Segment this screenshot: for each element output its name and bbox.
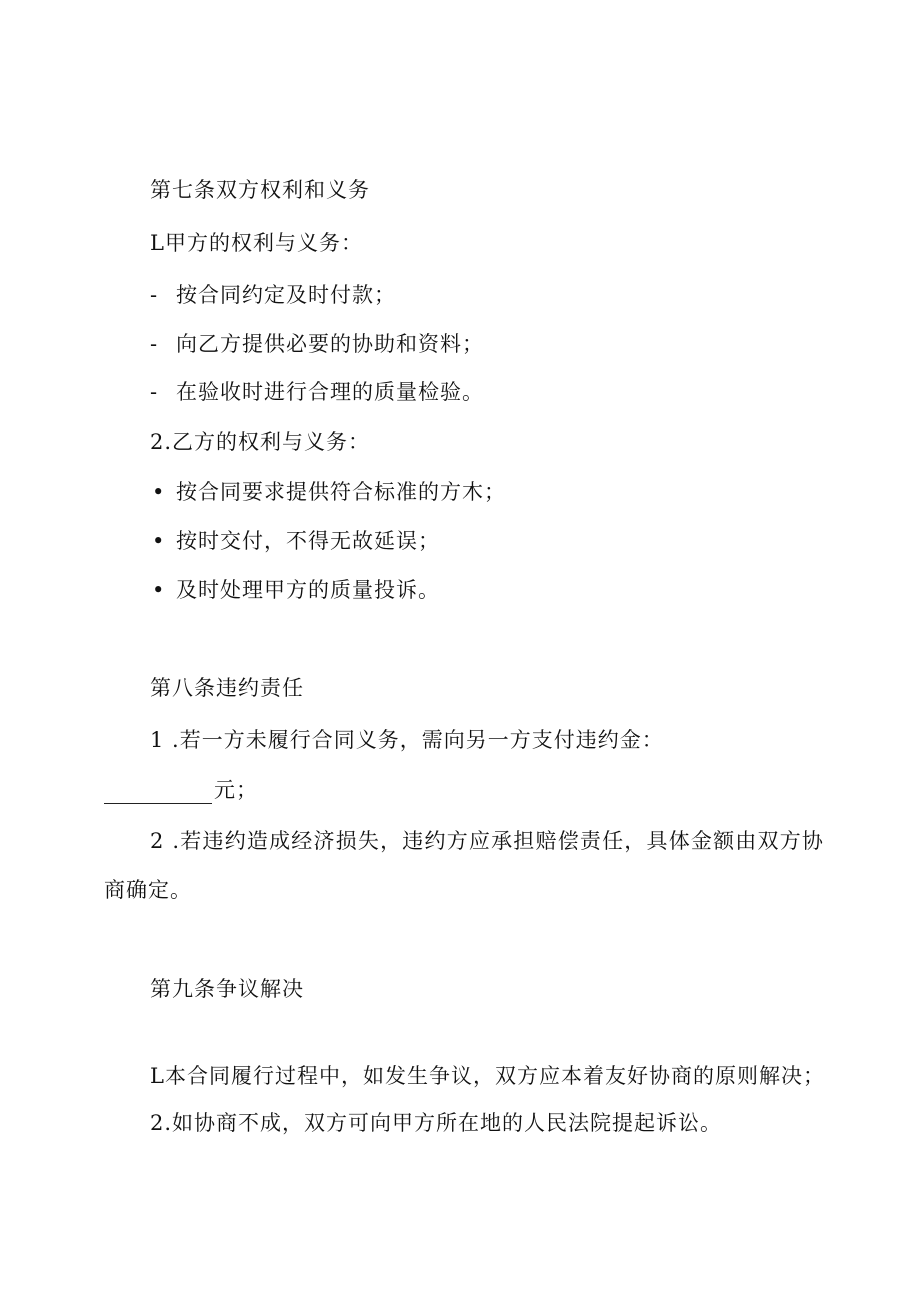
amount-blank: [104, 783, 212, 804]
partyA-item: [150, 378, 484, 406]
currency-unit: 元；: [214, 778, 258, 802]
dash-marker: -: [150, 380, 159, 404]
bullet-marker: •: [152, 529, 166, 553]
bullet-marker: •: [152, 480, 166, 504]
partyA-item: [150, 330, 484, 358]
partyA-item-text: 在验收时进行合理的质量检验。: [176, 380, 484, 404]
partyB-item: [150, 527, 440, 555]
article8-item1-cont: [104, 776, 258, 804]
article9-item1: L本合同履行过程中，如发生争议，双方应本着友好协商的原则解决；: [150, 1064, 825, 1088]
partyB-heading: 2.乙方的权利与义务：: [150, 430, 371, 454]
partyB-item-text: 按时交付，不得无故延误；: [176, 529, 440, 553]
dash-marker: -: [150, 283, 159, 307]
partyA-item-text: 向乙方提供必要的协助和资料；: [176, 332, 484, 356]
partyA-item: [150, 281, 396, 309]
partyB-item-text: 按合同要求提供符合标准的方木；: [176, 480, 506, 504]
partyB-item-text: 及时处理甲方的质量投诉。: [176, 578, 440, 602]
partyB-item: [150, 478, 506, 506]
article8-title: 第八条违约责任: [150, 676, 304, 700]
dash-marker: -: [150, 332, 159, 356]
article7-title: 第七条双方权利和义务: [150, 178, 370, 202]
article9-item2: 2.如协商不成，双方可向甲方所在地的人民法院提起诉讼。: [150, 1111, 723, 1135]
partyA-item-text: 按合同约定及时付款；: [176, 283, 396, 307]
article8-item2: 2 .若违约造成经济损失，违约方应承担赔偿责任，具体金额由双方协: [150, 829, 825, 853]
bullet-marker: •: [152, 578, 166, 602]
article8-item2-cont: 商确定。: [104, 878, 192, 902]
partyA-heading: L甲方的权利与义务：: [150, 231, 363, 255]
article8-item1: 1 .若一方未履行合同义务，需向另一方支付违约金：: [150, 728, 664, 752]
partyB-item: [150, 576, 440, 604]
article9-title: 第九条争议解决: [150, 977, 304, 1001]
